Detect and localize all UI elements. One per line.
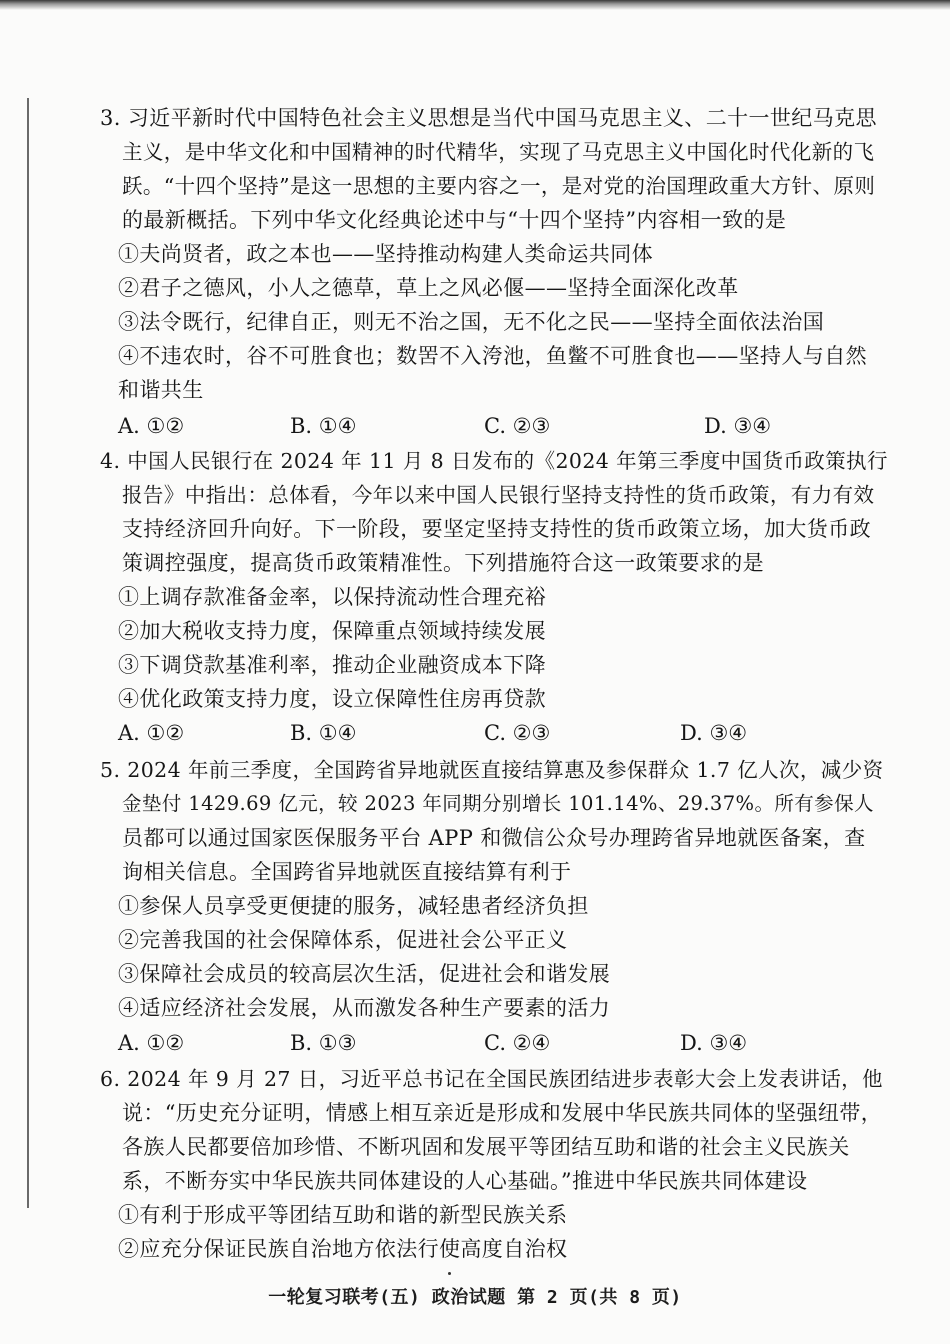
question-4-statement-3: ③下调贷款基准利率，推动企业融资成本下降 [118,653,546,677]
question-3-statement-2: ②君子之德风，小人之德草，草上之风必偃——坚持全面深化改革 [118,276,739,300]
question-5-statement-4: ④适应经济社会发展，从而激发各种生产要素的活力 [118,996,611,1020]
question-5-stem-line: 金垫付 1429.69 亿元，较 2023 年同期分别增长 101.14%、29.37%。所有参保人 [122,792,874,815]
question-6-stem-line: 各族人民都要倍加珍惜、不断巩固和发展平等团结互助和谐的社会主义民族关 [122,1135,850,1159]
question-4-option-b[interactable]: B. ①④ [290,721,357,745]
question-5-option-d[interactable]: D. ③④ [680,1031,748,1055]
question-5-stem-line: 询相关信息。全国跨省异地就医直接结算有利于 [122,860,572,884]
question-5-stem-line: 员都可以通过国家医保服务平台 APP 和微信公众号办理跨省异地就医备案，查 [122,826,866,850]
question-4-option-d[interactable]: D. ③④ [680,721,748,745]
page-footer: 一轮复习联考(五) 政治试题 第 2 页(共 8 页) [268,1287,682,1308]
question-6-stem-line: 6. 2024 年 9 月 27 日，习近平总书记在全国民族团结进步表彰大会上发表讲话，他 [100,1067,883,1091]
question-5-stem-line: 5. 2024 年前三季度，全国跨省异地就医直接结算惠及参保群众 1.7 亿人次，减少资 [100,758,884,782]
question-3-stem-line: 跃。“十四个坚持”是这一思想的主要内容之一，是对党的治国理政重大方针、原则 [122,174,876,198]
question-4-stem-line: 策调控强度，提高货币政策精准性。下列措施符合这一政策要求的是 [122,551,764,575]
margin-rule [27,98,29,1208]
question-4-stem-line: 报告》中指出：总体看，今年以来中国人民银行坚持支持性的货币政策，有力有效 [122,483,875,507]
question-4-statement-4: ④优化政策支持力度，设立保障性住房再贷款 [118,687,546,711]
question-4-statement-1: ①上调存款准备金率，以保持流动性合理充裕 [118,585,546,609]
question-4-option-a[interactable]: A. ①② [118,721,185,745]
question-3-statement-4: ④不违农时，谷不可胜食也；数罟不入洿池，鱼鳖不可胜食也——坚持人与自然 [118,344,867,368]
question-5-statement-1: ①参保人员享受更便捷的服务，减轻患者经济负担 [118,894,589,918]
question-3-option-b[interactable]: B. ①④ [290,414,357,438]
question-3-stem-line: 的最新概括。下列中华文化经典论述中与“十四个坚持”内容相一致的是 [122,208,787,232]
question-3-option-a[interactable]: A. ①② [118,414,185,438]
question-3-option-c[interactable]: C. ②③ [484,414,551,438]
question-6-stem-line: 系，不断夯实中华民族共同体建设的人心基础。”推进中华民族共同体建设 [122,1169,808,1193]
question-3-stem-line: 主义，是中华文化和中国精神的时代精华，实现了马克思主义中国化时代化新的飞 [122,140,875,164]
question-5-option-a[interactable]: A. ①② [118,1031,185,1055]
question-3-statement-4-cont: 和谐共生 [118,378,204,402]
question-4-stem-line: 4. 中国人民银行在 2024 年 11 月 8 日发布的《2024 年第三季度中国货币政策执行 [100,449,888,473]
footer-dot [448,1272,451,1275]
question-4-stem-line: 支持经济回升向好。下一阶段，要坚定坚持支持性的货币政策立场，加大货币政 [122,517,871,541]
question-6-stem-line: 说：“历史充分证明，情感上相互亲近是形成和发展中华民族共同体的坚强纽带， [122,1101,883,1125]
scan-top-edge [0,0,950,10]
question-6-statement-1: ①有利于形成平等团结互助和谐的新型民族关系 [118,1203,568,1227]
question-3-statement-3: ③法令既行，纪律自正，则无不治之国，无不化之民——坚持全面依法治国 [118,310,825,334]
question-3-option-d[interactable]: D. ③④ [704,414,772,438]
question-6-statement-2: ②应充分保证民族自治地方依法行使高度自治权 [118,1237,568,1261]
question-3-statement-1: ①夫尚贤者，政之本也——坚持推动构建人类命运共同体 [118,242,653,266]
question-5-statement-2: ②完善我国的社会保障体系，促进社会公平正义 [118,928,568,952]
question-4-option-c[interactable]: C. ②③ [484,721,551,745]
question-5-option-b[interactable]: B. ①③ [290,1031,357,1055]
question-4-statement-2: ②加大税收支持力度，保障重点领域持续发展 [118,619,546,643]
question-5-statement-3: ③保障社会成员的较高层次生活，促进社会和谐发展 [118,962,611,986]
question-3-stem-line: 3. 习近平新时代中国特色社会主义思想是当代中国马克思主义、二十一世纪马克思 [100,106,877,130]
question-5-option-c[interactable]: C. ②④ [484,1031,551,1055]
